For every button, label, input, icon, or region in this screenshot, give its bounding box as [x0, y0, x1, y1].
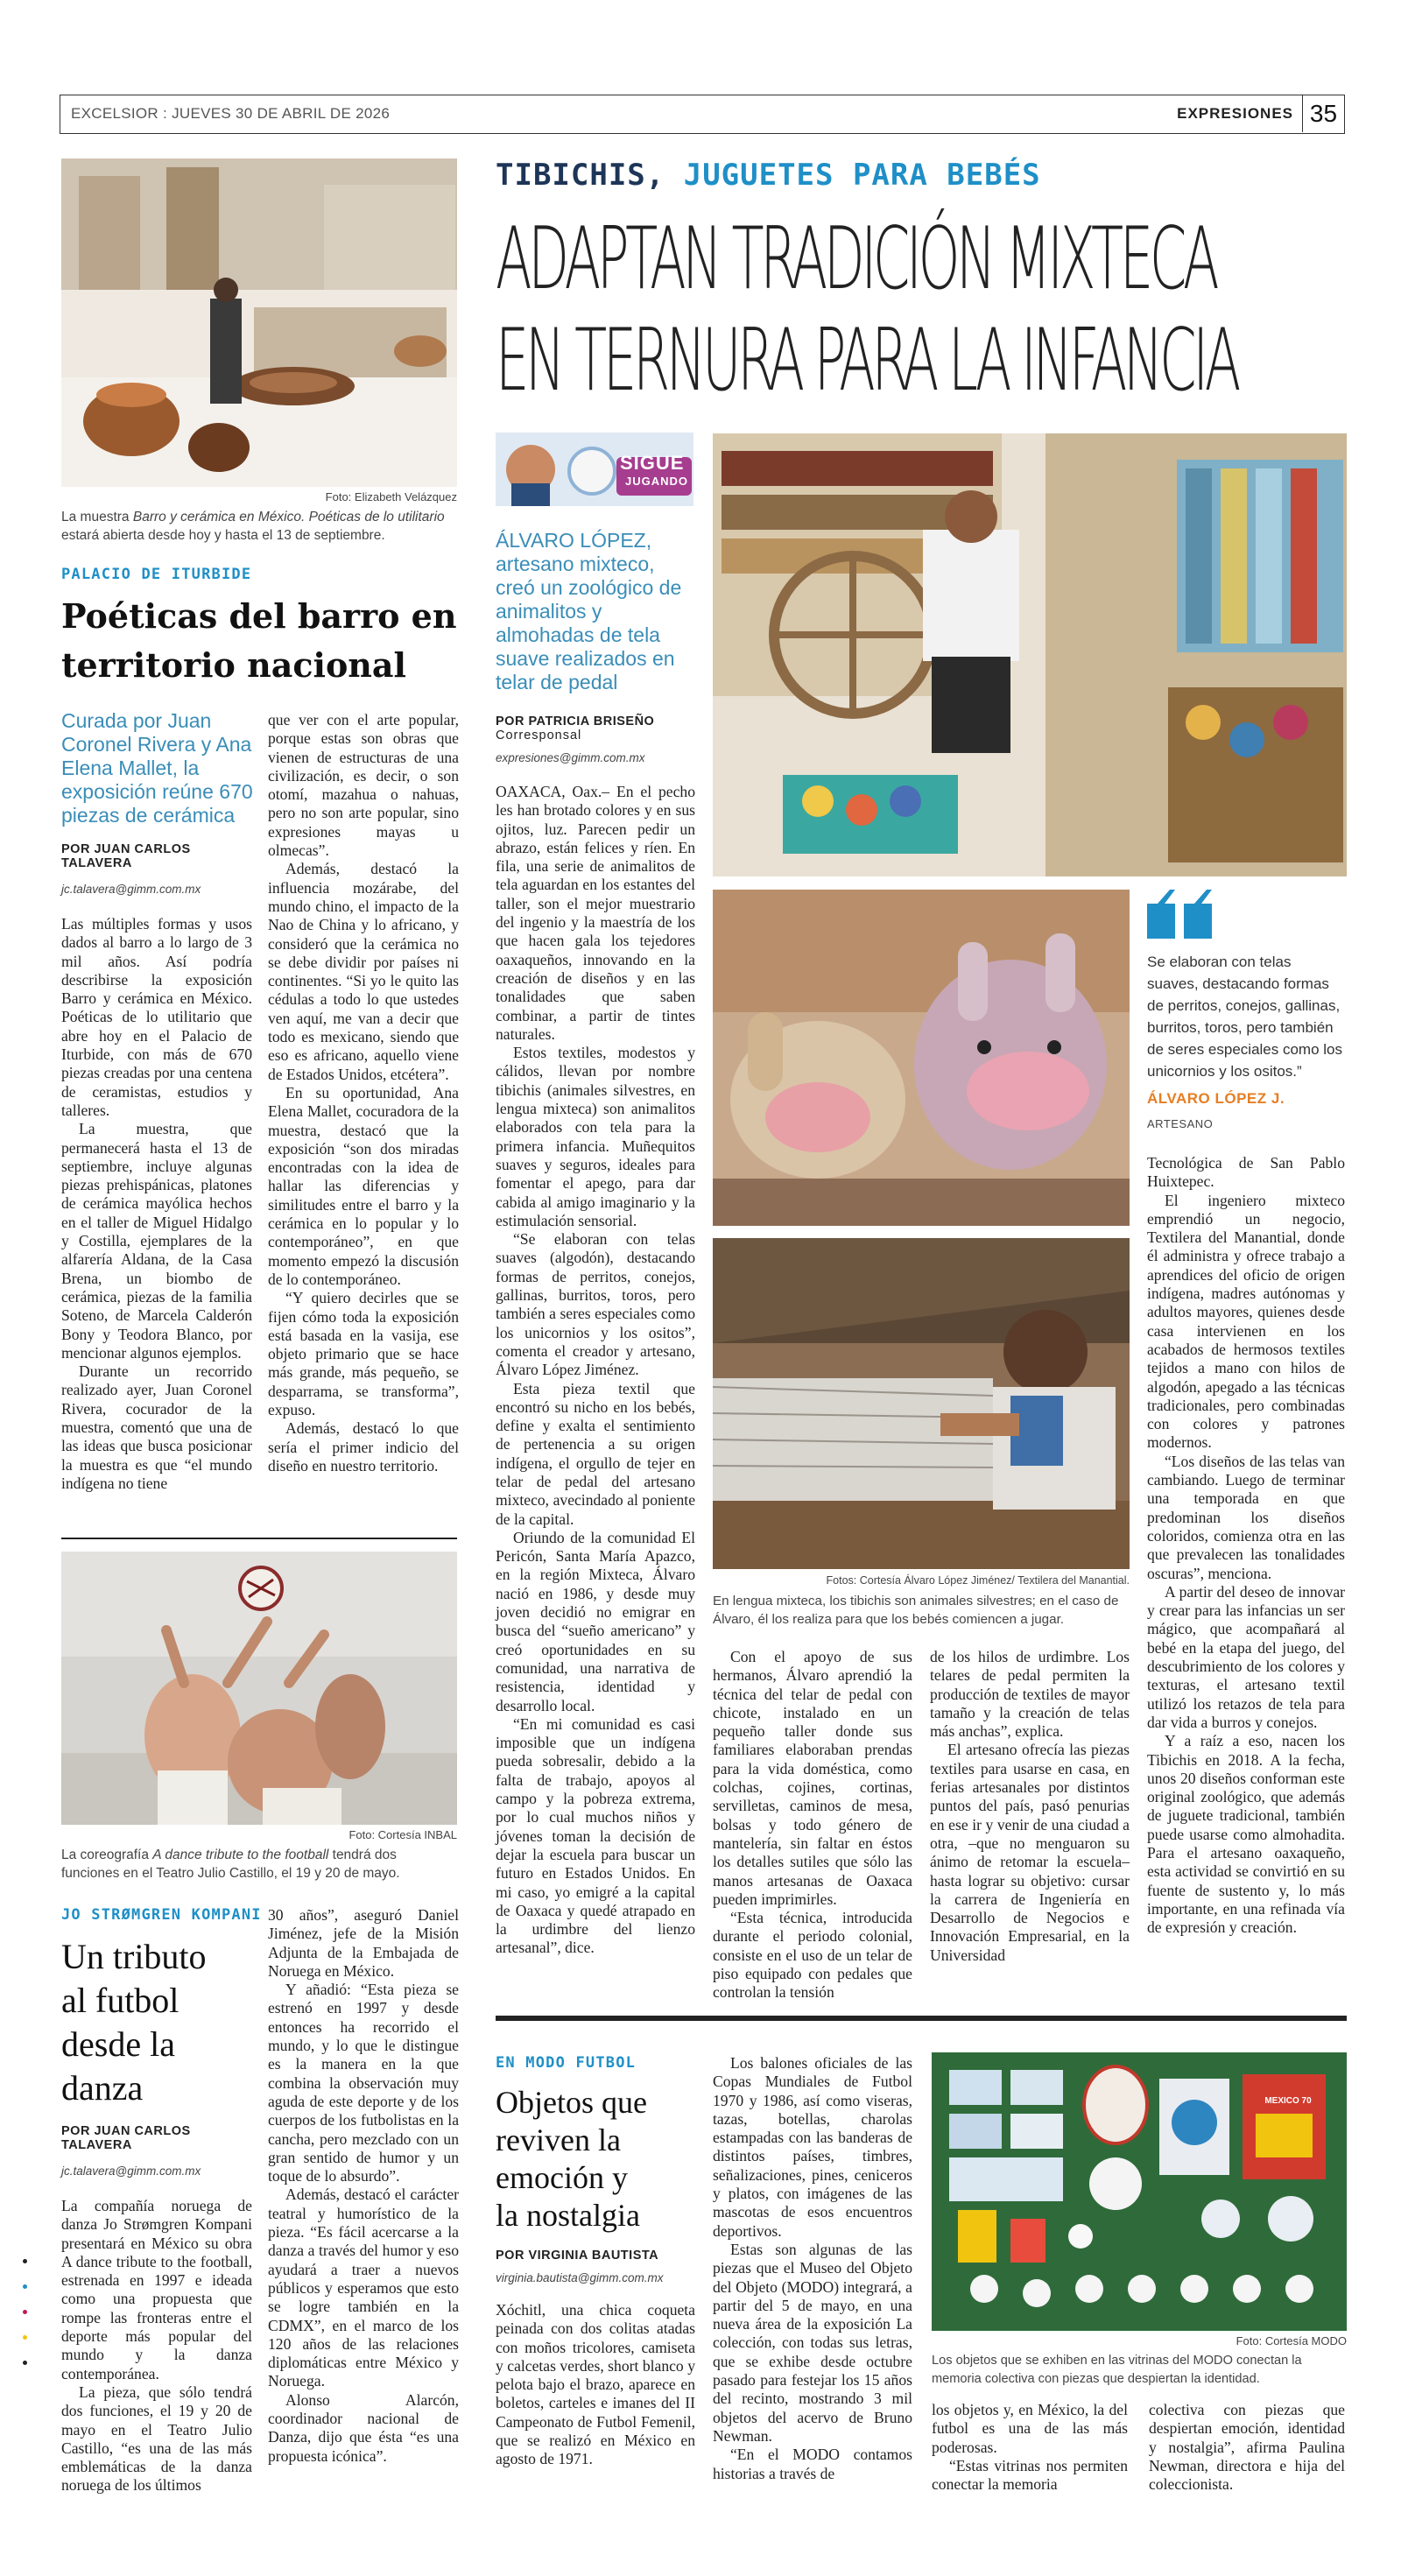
- byline: POR JUAN CARLOS TALAVERA: [61, 2124, 191, 2152]
- article-column-3: de los hilos de urdimbre. Los telares de pedal permiten la producción de textiles de mayor tamaño y la creación de telas más anchas”, explica. El artesano ofrecía las piezas textiles para usarse en casa, en ferias artesanales por distintos puntos del país, pasó penurias en ese ir y venir de una ciudad a otra, –que no menguaron su ánimo de retomar la escuela– hasta lograr su objetivo: cursar la carrera de Ingeniería en Desarrollo de Negocios e Innovación Empresarial, en la Universidad: [930, 1648, 1130, 1964]
- article-dek: ÁLVARO LÓPEZ, artesano mixteco, creó un zoológico de animalitos y almohadas de tela suave realizados en telar de pedal: [496, 529, 682, 693]
- author-email[interactable]: jc.talavera@gimm.com.mx: [61, 2164, 201, 2178]
- photo-credit: Fotos: Cortesía Álvaro López Jiménez/ Textilera del Manantial.: [826, 1574, 1130, 1587]
- loom-weaving-photo: [713, 1238, 1130, 1569]
- sigue-jugando-logo: SIGUE JUGANDO: [496, 433, 693, 506]
- byline: POR JUAN CARLOS TALAVERA: [61, 842, 191, 870]
- artisan-workshop-photo: [713, 433, 1347, 876]
- photo-credit: Foto: Cortesía MODO: [1236, 2334, 1347, 2347]
- article-column-2: Los balones oficiales de las Copas Mundiales de Futbol 1970 y 1986, así como viseras, tazas, botellas, charolas estampadas con las banderas de distintos países, timbres, señalizaciones, pines, ceniceros y platos, con imágenes de las mascotas de esos encuentros deportivos. Estas son algunas de las piezas que el Museo del Objeto del Objeto (MODO) integrará, a partir del 5 de mayo, en una nueva área de la exposición La colección, con todas sus letras, que se exhibe desde octubre pasado para festejar los 15 años del recinto, mostrando 3 mil objetos del acervo de Bruno Newman. “En el MODO contamos historias a través de: [713, 2054, 912, 2482]
- dance-photo: [61, 1552, 457, 1825]
- quote-author: ÁLVARO LÓPEZ J.: [1147, 1090, 1285, 1107]
- article-kicker: PALACIO DE ITURBIDE: [61, 566, 252, 583]
- quote-icon: [1147, 890, 1217, 939]
- ceramics-exhibit-photo: [61, 158, 457, 487]
- article-kicker: JO STRØMGREN KOMPANI: [61, 1906, 262, 1924]
- article-headline[interactable]: Poéticas del barro en territorio nacional: [61, 596, 457, 685]
- article-column-3: los objetos y, en México, la del futbol es una de las más poderosas. “Estas vitrinas nos permiten conectar la memoria: [932, 2401, 1128, 2494]
- author-email[interactable]: jc.talavera@gimm.com.mx: [61, 883, 201, 896]
- article-column-2: Con el apoyo de sus hermanos, Álvaro aprendió la técnica del telar de pedal con chicote, instalado en un pequeño taller donde sus familiares elaboraban prendas para la vida doméstica, como colchas, cojines, cortinas, servilletas, caminos de mesa, bolsas y todo género de mantelería, sin faltar en éstos los detalles sutiles que sólo las manos artesanas de Oaxaca pueden imprimirles. “Esta técnica, introducida durante el periodo colonial, consiste en el uso de un telar de piso equipado con pedales que controlan la tensión: [713, 1648, 912, 2002]
- page-header: [60, 95, 1345, 134]
- main-kicker: TIBICHIS, JUGUETES PARA BEBÉS: [496, 158, 1041, 193]
- author-email[interactable]: expresiones@gimm.com.mx: [496, 751, 645, 764]
- article-column-4: Tecnológica de San Pablo Huixtepec. El ingeniero mixteco emprendió un negocio, Textilera del Manantial, donde él administra y ofrece trabajo a aprendices del oficio de origen indígena, madres autónomas y adultos mayores, quienes desde casa intervienen en los acabados de hermosos textiles tejidos a mano con hilos de algodón, apegado a las técnicas tradicionales, pero combinadas con colores y patrones modernos. “Los diseños de las telas van cambiando. Luego de terminar una temporada en que predominan los diseños coloridos, comienza otra en las que prevalecen las tonalidades oscuras”, menciona. A partir del deseo de innovar y crear para las infancias un ser mágico, que acompañará al bebé en la etapa del juego, del descubrimiento de los colores y texturas, el artesano textil utilizó los retazos de tela para dar vida a burros y conejos. Y a raíz a eso, nacen los Tibichis en 2018. A la fecha, unos 20 diseños conforman este original zoológico, que además de juguete tradicional, también puede usarse como almohadita. Para el artesano oaxaqueño, esta actividad se convirtió en su fuente de sustento y, lo más importante, en una refinada vía de expresión y creación.: [1147, 1154, 1345, 1937]
- page-number: 35: [1302, 95, 1344, 132]
- registration-marks: [23, 2259, 32, 2386]
- article-column-1: La compañía noruega de danza Jo Strømgren Kompani presentará en México su obra A dance tribute to the football, estrenada en 1997 e ideada como una propuesta que rompe las fronteras entre el deporte más popular del mundo y la danza contemporánea. La pieza, que sólo tendrá dos funciones, el 19 y 20 de mayo en el Teatro Julio Castillo, “es una de las más emblemáticas de la danza noruega de los últimos: [61, 2197, 252, 2495]
- article-kicker: EN MODO FUTBOL: [496, 2054, 637, 2072]
- article-column-2: 30 años”, aseguró Daniel Jiménez, jefe de la Misión Adjunta de la Embajada de Noruega en México. Y añadió: “Esta pieza se estrenó en 1997 y desde entonces ha recorrido el mundo, y lo que le distingue es la manera en la que combina la observación muy aguda de este deporte y de los cuerpos de los futbolistas en la cancha, pero mezclado con un gran sentido de humor y un toque de lo absurdo”. Además, destacó el carácter teatral y humorístico de la pieza. “Es fácil acercarse a la danza a través del humor y eso ayudará a traer a nuevos públicos y esperamos que esto se logre también en la CDMX”, en el marco de los 120 años de las relaciones diplomáticas entre México y Noruega. Alonso Alarcón, coordinador nacional de Danza, dijo que ésta “es una propuesta icónica”.: [268, 1906, 459, 2465]
- article-column-4: colectiva con piezas que despiertan emoción, identidad y nostalgia”, afirma Paulina Newman, directora e hija del coleccionista.: [1149, 2401, 1345, 2494]
- photo-caption: La muestra Barro y cerámica en México. Poéticas de lo utilitario estará abierta desde hoy y hasta el 13 de septiembre.: [61, 510, 445, 543]
- pull-quote: Se elaboran con telas suaves, destacando formas de perritos, conejos, gallinas, burritos, toros, pero también de seres especiales como los unicornios y los ositos.”: [1147, 954, 1343, 1080]
- main-headline[interactable]: ADAPTAN TRADICIÓN MIXTECA EN TERNURA PARA LA INFANCIA: [496, 209, 1238, 411]
- poster-label: MEXICO 70: [1264, 2096, 1312, 2106]
- article-column-1: Xóchitl, una chica coqueta peinada con dos colitas atadas con moños tricolores, camiseta y calcetas verdes, short blanco y pelota bajo el brazo, aparece en boletos, carteles e imanes del II Campeonato de Futbol Femenil, que se realizó en México en agosto de 1971.: [496, 2301, 695, 2468]
- byline: POR PATRICIA BRISEÑO Corresponsal: [496, 714, 655, 743]
- modo-vitrine-photo: [932, 2052, 1347, 2331]
- photo-caption: La coreografía A dance tribute to the football tendrá dos funciones en el Teatro Julio Castillo, el 19 y 20 de mayo.: [61, 1848, 400, 1881]
- section-divider: [61, 1538, 457, 1539]
- byline: POR VIRGINIA BAUTISTA: [496, 2249, 659, 2263]
- author-email[interactable]: virginia.bautista@gimm.com.mx: [496, 2271, 664, 2284]
- section-name[interactable]: EXPRESIONES: [1177, 105, 1293, 122]
- tibichi-toys-photo: [713, 890, 1130, 1226]
- article-headline[interactable]: Un tributo al futbol desde la danza: [61, 1937, 207, 2108]
- photo-caption: En lengua mixteca, los tibichis son animales silvestres; en el caso de Álvaro, él los realiza para que los bebés comiencen a jugar.: [713, 1594, 1119, 1627]
- article-column-2: que ver con el arte popular, porque estas son obras que vienen de estructuras de una civilización, es decir, o son otomí, mazahua o nahuas, pero no son arte popular, sino expresiones mayas u olmecas”. Además, destacó la influencia mozárabe, del mundo chino, el impacto de la Nao de China y lo africano, y consideró que la cerámica no se debe dividir por países ni continentes. “Si yo le quito las cédulas a todo lo que ustedes ven aquí, me van a decir que todo es mexicano, siendo que eso es africano, aquello viene de Estados Unidos, etcétera”. En su oportunidad, Ana Elena Mallet, cocuradora de la muestra, destacó que la exposición “son dos miradas encontradas con la idea de hallar las diferencias y similitudes entre el barro y la cerámica en lo popular y lo contemporáneo”, en que momento empezó la discusión de lo contemporáneo. “Y quiero decirles que se fijen cómo toda la exposición está basada en la vasija, ese objeto primario que se hace más grande, más pequeño, se desparrama, se transforma”, expuso. Además, destacó lo que sería el primer indicio del diseño en nuestro territorio.: [268, 711, 459, 1475]
- date-line: EXCELSIOR : JUEVES 30 DE ABRIL DE 2026: [71, 105, 391, 122]
- section-divider: [496, 2016, 1347, 2021]
- photo-credit: Foto: Elizabeth Velázquez: [325, 490, 457, 503]
- article-column-1: Las múltiples formas y usos dados al barro a lo largo de 3 mil años. Así podría describirse la exposición Barro y cerámica en México. Poéticas de lo utilitario que abre hoy en el Palacio de Iturbide, con más de 670 piezas creadas por una centena de ceramistas, estudios y talleres. La muestra, que permanecerá hasta el 13 de septiembre, incluye algunas piezas prehispánicas, platones de cerámica mayólica hechos en el taller de Miguel Hidalgo y Costilla, ejemplares de la alfarería Aldana, de la Casa Brena, un biombo de cerámica, piezas de la familia Soteno, de Marcela Calderón Bony y Teodora Blanco, por mencionar algunos ejemplos. Durante un recorrido realizado ayer, Juan Coronel Rivera, cocurador de la muestra, comentó que una de las ideas que busca posicionar la muestra es que “el mundo indígena no tiene: [61, 915, 252, 1492]
- photo-caption: Los objetos que se exhiben en las vitrinas del MODO conectan la memoria colectiva con piezas que despiertan la identidad.: [932, 2354, 1302, 2386]
- quote-author-role: ARTESANO: [1147, 1117, 1214, 1130]
- photo-credit: Foto: Cortesía INBAL: [348, 1828, 457, 1841]
- article-column-1: OAXACA, Oax.– En el pecho les han brotado colores y en sus ojitos, luz. Parecen pedir un abrazo, están felices y ríen. En fila, una serie de animalitos de tela aguardan en los estantes del taller, son el mejor muestrario del ingenio y la maestría de los que hacen gala los tejedores oaxaqueños, innovando en la creación de diseños y en las tonalidades que saben combinar, a partir de tintes naturales. Estos textiles, modestos y cálidos, llevan por nombre tibichis (animales silvestres, en lengua mixteca) son animalitos elaborados con tela para la primera infancia. Muñequitos suaves y seguros, ideales para fomentar el apego, para dar cabida al amigo imaginario y la estimulación sensorial. “Se elaboran con telas suaves (algodón), destacando formas de perritos, conejos, gallinas, burritos, toros, pero también a seres especiales como los unicornios y los ositos”, comenta el creador y artesano, Álvaro López Jiménez. Esta pieza textil que encontró su nicho en los bebés, define y exalta el sentimiento de pertenencia a su origen indígena, el orgullo de tejer en telar de pedal del artesano mixteco, avecindado al poniente de la capital. Oriundo de la comunidad El Pericón, Santa María Apazco, en la región Mixteca, Álvaro nació en 1986, y desde muy joven decidió no emigrar en busca del “sueño americano” y creó oportunidades en su comunidad, una narrativa de resistencia, identidad y desarrollo local. “En mi comunidad es casi imposible que un indígena pueda sobresalir, debido a la falta de trabajo, apoyos al campo y la pobreza extrema, por lo cual muchos niños y jóvenes toman la decisión de dejar la escuela para buscar un futuro en Estados Unidos. En mi caso, yo emigré a la capital de Oaxaca y quedé atrapado en la urdimbre del lienzo artesanal”, dice.: [496, 783, 695, 1957]
- article-headline[interactable]: Objetos que reviven la emoción y la nostalgia: [496, 2085, 647, 2233]
- article-dek: Curada por Juan Coronel Rivera y Ana Elena Mallet, la exposición reúne 670 piezas de cerámica: [61, 709, 253, 827]
